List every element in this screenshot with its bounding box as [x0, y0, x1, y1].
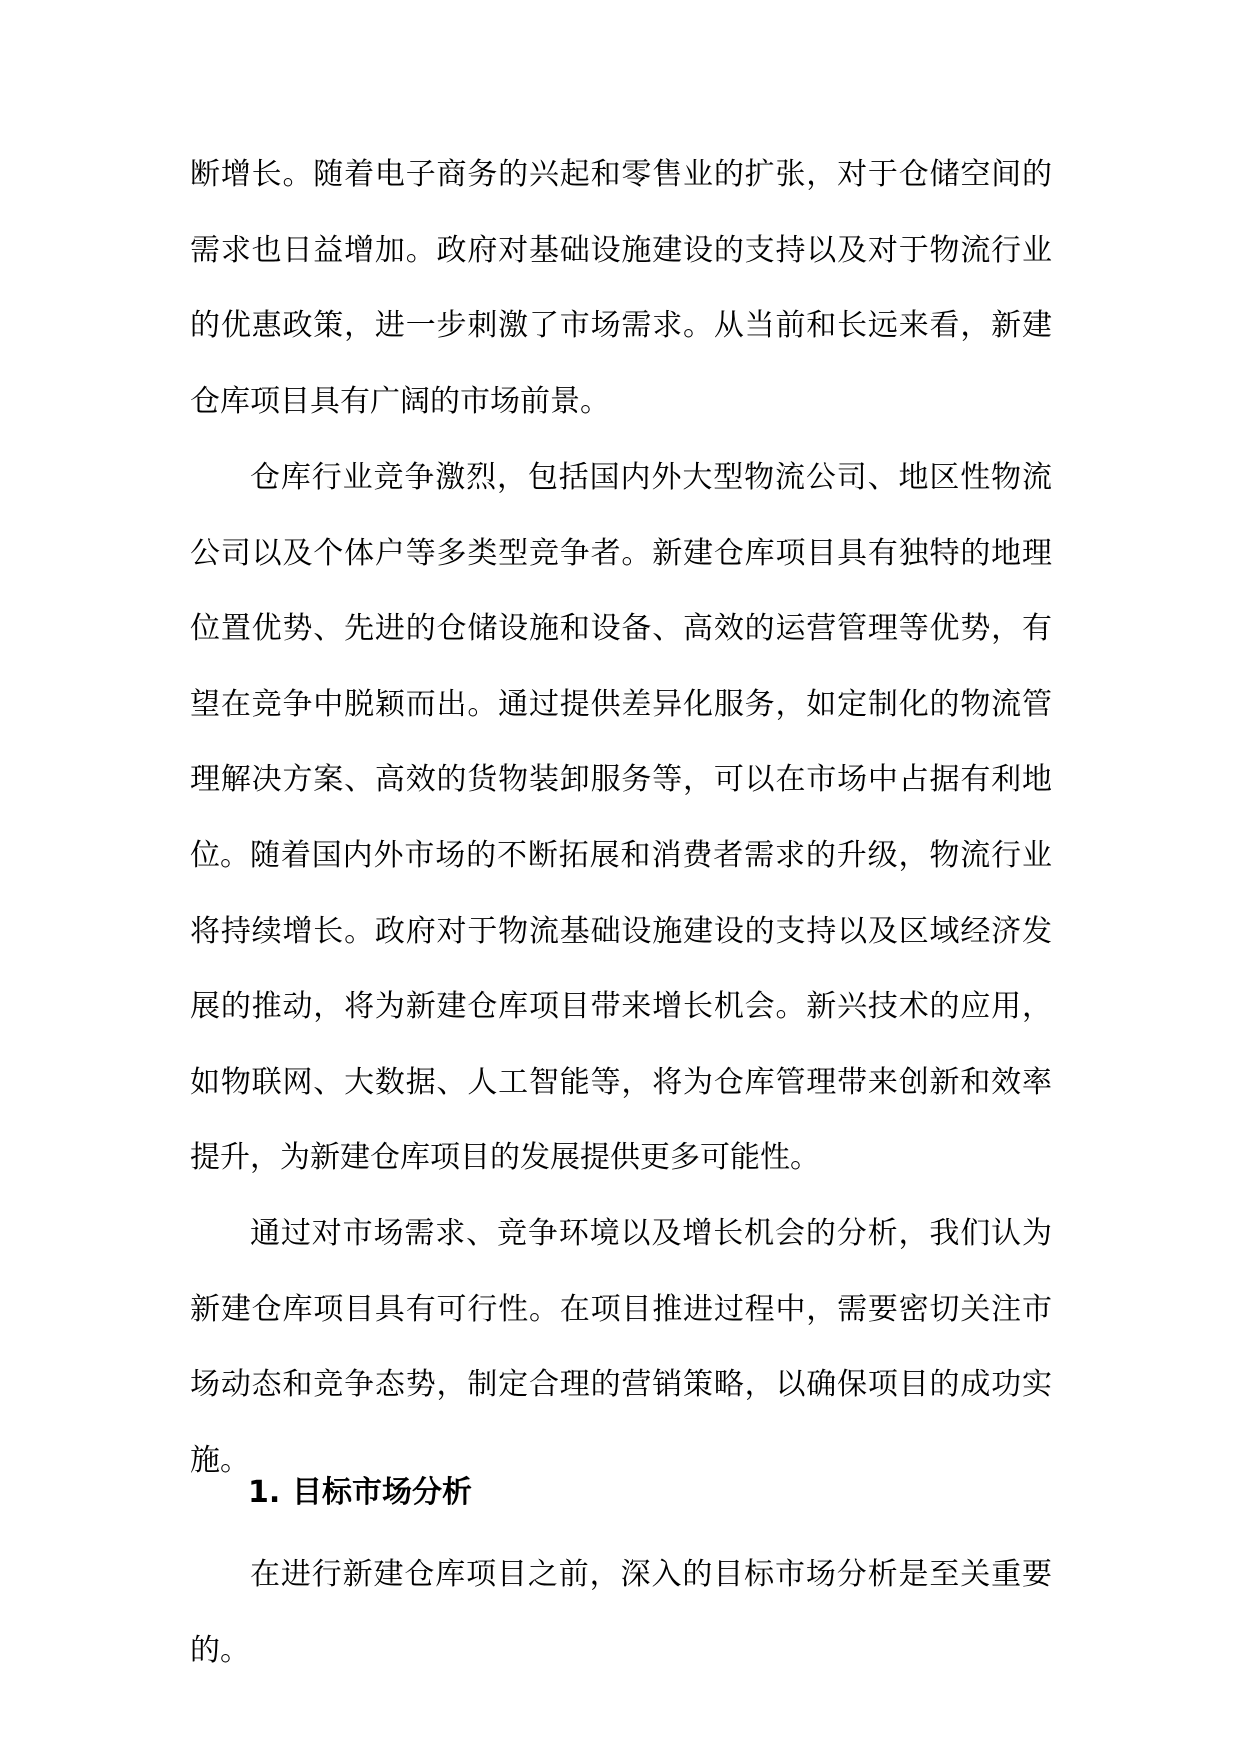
paragraph-growth-opportunities: 随着国内外市场的不断拓展和消费者需求的升级，物流行业将持续增长。政府对于物流基础设施建设的支持以及区域经济发展的推动，将为新建仓库项目带来增长机会。新兴技术的应用，如物联网、大数据、人工智能等，将为仓库管理带来创新和效率提升，为新建仓库项目的发展提供更多可能性。 [190, 838, 1052, 1175]
paragraph-target-market-intro: 在进行新建仓库项目之前，深入的目标市场分析是至关重要的。 [190, 1557, 1052, 1668]
paragraph-conclusion: 通过对市场需求、竞争环境以及增长机会的分析，我们认为新建仓库项目具有可行性。在项目推进过程中，需要密切关注市场动态和竞争态势，制定合理的营销策略，以确保项目的成功实施。 [190, 1216, 1052, 1478]
section-number: 1. [248, 1475, 281, 1510]
paragraph-competition: 仓库行业竞争激烈，包括国内外大型物流公司、地区性物流公司以及个体户等多类型竞争者。新建仓库项目具有独特的地理位置优势、先进的仓储设施和设备、高效的运营管理等优势，有望在竞争中脱颖而出。通过提供差异化服务，如定制化的物流管理解决方案、高效的货物装卸服务等，可以在市场中占据有利地位。 [190, 460, 1052, 873]
paragraph-market-outlook: 断增长。随着电子商务的兴起和零售业的扩张，对于仓储空间的需求也日益增加。政府对基础设施建设的支持以及对于物流行业的优惠政策，进一步刺激了市场需求。从当前和长远来看，新建仓库项目具有广阔的市场前景。 [190, 157, 1052, 419]
section-title: 目标市场分析 [292, 1475, 472, 1510]
section-heading [248, 1468, 472, 1518]
